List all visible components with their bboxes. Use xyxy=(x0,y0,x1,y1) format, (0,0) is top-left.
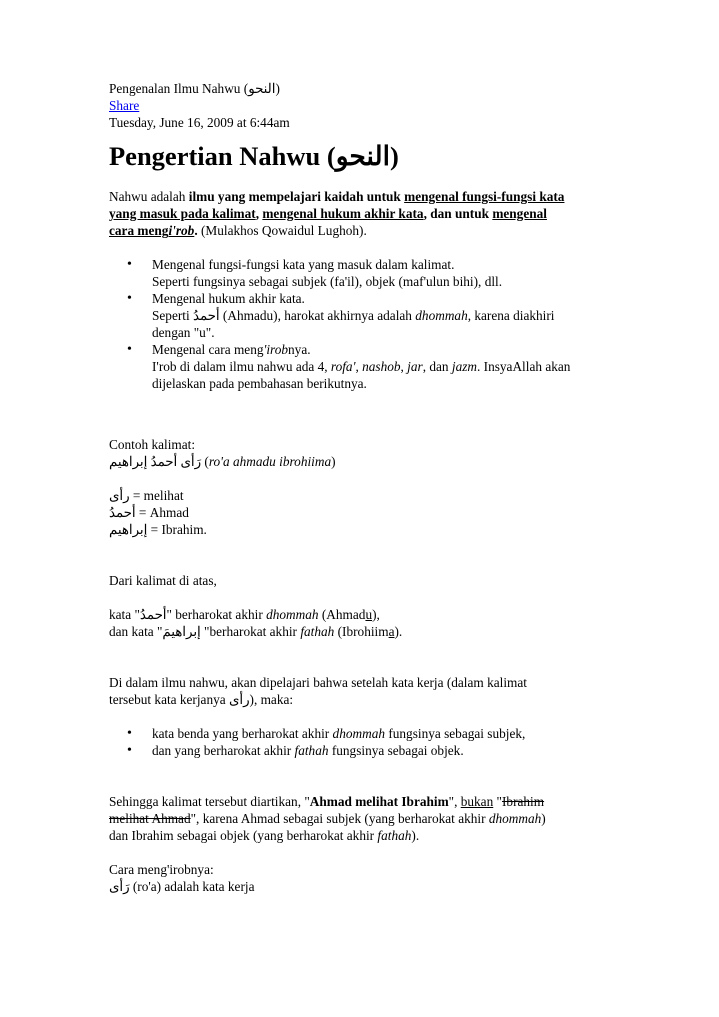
vocabulary-list: رأى = melihat أحمدُ = Ahmad إبراهيم = Ibrahim. xyxy=(109,488,207,537)
example-section: Contoh kalimat: رَأى أحمدُ إبراهيم (ro'a ahmadu ibrohiima) xyxy=(109,437,336,469)
list-item: • Mengenal cara meng'irobnya. I'rob di dalam ilmu nahwu ada 4, rofa', nashob, jar, dan jazm. InsyaAllah akan dijelaskan pada pembahasan berikutnya. xyxy=(152,341,629,392)
bullet-list xyxy=(109,256,629,392)
document-page xyxy=(109,80,629,895)
irob-section: Cara meng'irobnya: رَأى (ro'a) adalah kata kerja xyxy=(109,862,255,894)
intro-paragraph: Nahwu adalah ilmu yang mempelajari kaidah untuk mengenal fungsi-fungsi kata yang masuk pada kalimat, mengenal hukum akhir kata, dan untuk mengenal cara mengi'rob. (Mulakhos Qowaidul Lughoh). xyxy=(109,189,565,238)
translation-paragraph: Sehingga kalimat tersebut diartikan, "Ahmad melihat Ibrahim", bukan "Ibrahim melihat Ahmad", karena Ahmad sebagai subjek (yang berharokat akhir dhommah) dan Ibrahim sebagai objek (yang berharokat akhir fathah). xyxy=(109,794,546,843)
list-item: • Mengenal hukum akhir kata. Seperti أحمدُ (Ahmadu), harokat akhirnya adalah dhommah, karena diakhiri dengan "u". xyxy=(152,290,629,341)
paragraph: Dari kalimat di atas, xyxy=(109,573,217,588)
timestamp: Tuesday, June 16, 2009 at 6:44am xyxy=(109,115,290,130)
bullet-list xyxy=(109,725,629,759)
page-title: Pengertian Nahwu (النحو) xyxy=(109,141,399,171)
harokat-explanation: kata "أحمدُ" berharokat akhir dhommah (Ahmadu), dan kata "إبراهيمَ "berharokat akhir fathah (Ibrohiima). xyxy=(109,607,403,639)
list-item: • Mengenal fungsi-fungsi kata yang masuk dalam kalimat. Seperti fungsinya sebagai subjek (fa'il), objek (maf'ulun bihi), dll. xyxy=(152,256,629,290)
share-link[interactable]: Share xyxy=(109,98,140,113)
paragraph: Di dalam ilmu nahwu, akan dipelajari bahwa setelah kata kerja (dalam kalimat tersebut kata kerjanya رأى), maka: xyxy=(109,675,527,707)
list-item: • dan yang berharokat akhir fathah fungsinya sebagai objek. xyxy=(152,742,629,759)
note-title: Pengenalan Ilmu Nahwu (النحو) xyxy=(109,81,280,96)
list-item: • kata benda yang berharokat akhir dhommah fungsinya sebagai subjek, xyxy=(152,725,629,742)
